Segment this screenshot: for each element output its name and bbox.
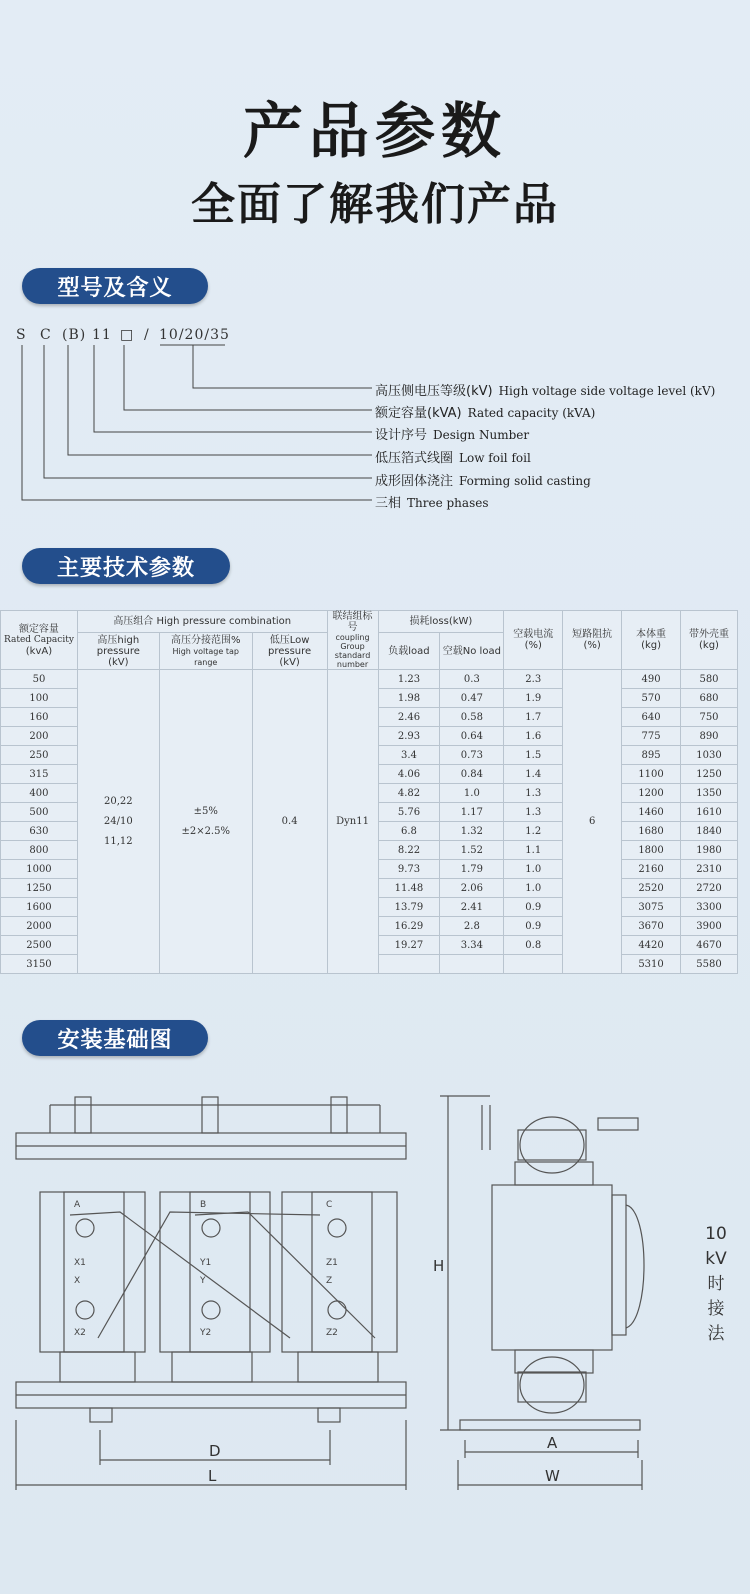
dim-a-label: A <box>547 1434 558 1452</box>
note-line-1: 10 <box>705 1224 727 1244</box>
table-cell: 1.32 <box>440 822 504 841</box>
dim-d-label: D <box>209 1442 221 1460</box>
terminal-z2: Z2 <box>326 1328 338 1338</box>
merged-hv-line: 11,12 <box>104 835 133 847</box>
table-cell: 0.3 <box>440 670 504 689</box>
legend-voltage-en: High voltage side voltage level (kV) <box>498 384 716 398</box>
th-coupling: 联结组标号 coupling Group standard number <box>327 611 378 670</box>
th-hp-combo: 高压组合 High pressure combination <box>77 611 327 633</box>
table-cell: 4420 <box>622 936 681 955</box>
table-cell: 2.3 <box>504 670 563 689</box>
table-cell: 2310 <box>681 860 738 879</box>
table-cell: 1100 <box>622 765 681 784</box>
table-cell: 1200 <box>622 784 681 803</box>
code-part-b: (B) <box>62 327 87 343</box>
table-cell: 6.8 <box>378 822 440 841</box>
table-cell: 100 <box>1 689 78 708</box>
table-cell: 1.17 <box>440 803 504 822</box>
table-cell: 1.2 <box>504 822 563 841</box>
dim-w-label: W <box>545 1467 560 1485</box>
table-cell: 11.48 <box>378 879 440 898</box>
terminal-y1: Y1 <box>200 1258 212 1268</box>
table-cell: 0.47 <box>440 689 504 708</box>
table-cell: 1030 <box>681 746 738 765</box>
table-cell: 2.93 <box>378 727 440 746</box>
table-cell: 250 <box>1 746 78 765</box>
merged-hv-line: 20,22 <box>104 795 133 807</box>
table-cell: 580 <box>681 670 738 689</box>
table-cell: 1.0 <box>504 879 563 898</box>
terminal-b: B <box>200 1200 207 1210</box>
table-cell: 1.7 <box>504 708 563 727</box>
table-cell: 13.79 <box>378 898 440 917</box>
table-cell: 1600 <box>1 898 78 917</box>
th-loss: 损耗loss(kW) <box>378 611 504 633</box>
table-cell: 0.8 <box>504 936 563 955</box>
table-cell: 775 <box>622 727 681 746</box>
table-cell: 750 <box>681 708 738 727</box>
table-cell: 1.52 <box>440 841 504 860</box>
legend-phases-cn: 三相 <box>375 496 402 511</box>
table-cell: 200 <box>1 727 78 746</box>
table-cell: 1.5 <box>504 746 563 765</box>
table-cell: 0.9 <box>504 917 563 936</box>
th-hv: 高压high pressure (kV) <box>77 633 159 670</box>
page-subtitle: 全面了解我们产品 <box>191 179 559 230</box>
note-line-3: 时 <box>707 1274 725 1294</box>
table-cell: 490 <box>622 670 681 689</box>
table-cell: 8.22 <box>378 841 440 860</box>
table-cell: 2160 <box>622 860 681 879</box>
table-cell: 500 <box>1 803 78 822</box>
section-install-label: 安装基础图 <box>22 1020 208 1056</box>
th-current: 空载电流 (%) <box>504 611 563 670</box>
legend-design-cn: 设计序号 <box>375 428 428 443</box>
table-cell: 1.0 <box>440 784 504 803</box>
table-cell: 800 <box>1 841 78 860</box>
table-cell: 895 <box>622 746 681 765</box>
code-part-11: 11 <box>92 327 112 343</box>
page-title: 产品参数 <box>243 97 507 167</box>
table-cell: 3670 <box>622 917 681 936</box>
table-cell: 1610 <box>681 803 738 822</box>
table-cell: 0.58 <box>440 708 504 727</box>
table-cell: 1680 <box>622 822 681 841</box>
table-cell: 1.1 <box>504 841 563 860</box>
table-cell: 2.41 <box>440 898 504 917</box>
code-part-slash: / <box>144 327 150 343</box>
table-cell: 1.6 <box>504 727 563 746</box>
table-cell: 2000 <box>1 917 78 936</box>
note-line-4: 接 <box>707 1299 725 1319</box>
table-cell: 5310 <box>622 955 681 974</box>
table-cell: 2720 <box>681 879 738 898</box>
legend-foil-cn: 低压箔式线圈 <box>375 451 454 466</box>
table-cell: 5580 <box>681 955 738 974</box>
table-cell: 0.84 <box>440 765 504 784</box>
table-cell: 0.73 <box>440 746 504 765</box>
table-cell: 3150 <box>1 955 78 974</box>
table-cell: 4.82 <box>378 784 440 803</box>
table-cell: 4.06 <box>378 765 440 784</box>
th-weight: 本体重 (kg) <box>622 611 681 670</box>
th-capacity: 额定容量 Rated Capacity (kvA) <box>1 611 78 670</box>
merged-tap-line: ±5% <box>193 805 218 817</box>
terminal-z1: Z1 <box>326 1258 338 1268</box>
th-weight-shell: 带外壳重 (kg) <box>681 611 738 670</box>
table-cell: 50 <box>1 670 78 689</box>
table-cell: 3075 <box>622 898 681 917</box>
table-cell: 160 <box>1 708 78 727</box>
table-cell: 315 <box>1 765 78 784</box>
table-cell: 16.29 <box>378 917 440 936</box>
table-cell: 2.8 <box>440 917 504 936</box>
terminal-x: X <box>74 1276 81 1286</box>
legend-capacity-cn: 额定容量(kVA) <box>375 406 462 421</box>
table-cell: 1.0 <box>504 860 563 879</box>
table-cell: 2500 <box>1 936 78 955</box>
table-cell: 1.9 <box>504 689 563 708</box>
merged-impedance: 6 <box>563 670 622 974</box>
terminal-x1: X1 <box>74 1258 86 1268</box>
section-model-label: 型号及含义 <box>22 268 208 304</box>
section-params-label: 主要技术参数 <box>22 548 230 584</box>
table-cell: 1460 <box>622 803 681 822</box>
code-part-voltage: 10/20/35 <box>159 327 230 343</box>
table-cell: 4670 <box>681 936 738 955</box>
legend-phases-en: Three phases <box>407 496 489 510</box>
table-cell: 1350 <box>681 784 738 803</box>
table-cell: 19.27 <box>378 936 440 955</box>
table-cell: 1800 <box>622 841 681 860</box>
dim-l-label: L <box>208 1467 217 1485</box>
table-cell: 630 <box>1 822 78 841</box>
merged-coupling: Dyn11 <box>327 670 378 974</box>
terminal-c: C <box>326 1200 333 1210</box>
legend-design-en: Design Number <box>433 428 530 442</box>
table-cell: 1.3 <box>504 803 563 822</box>
table-cell: 1.23 <box>378 670 440 689</box>
table-cell: 3300 <box>681 898 738 917</box>
dim-h-label: H <box>433 1257 445 1275</box>
terminal-y: Y <box>200 1276 206 1286</box>
th-load: 负载load <box>378 633 440 670</box>
note-line-2: kV <box>705 1249 727 1269</box>
table-cell: 1.4 <box>504 765 563 784</box>
terminal-y2: Y2 <box>200 1328 212 1338</box>
table-cell: 3.34 <box>440 936 504 955</box>
table-cell: 2.06 <box>440 879 504 898</box>
table-cell: 1.79 <box>440 860 504 879</box>
legend-casting-en: Forming solid casting <box>459 474 591 488</box>
note-line-5: 法 <box>707 1324 725 1344</box>
table-cell: 1000 <box>1 860 78 879</box>
table-cell: 9.73 <box>378 860 440 879</box>
legend-voltage-cn: 高压侧电压等级(kV) <box>375 384 493 399</box>
table-cell: 1250 <box>681 765 738 784</box>
table-cell: 1980 <box>681 841 738 860</box>
table-cell: 400 <box>1 784 78 803</box>
th-lv: 低压Low pressure (kV) <box>252 633 327 670</box>
table-cell: 640 <box>622 708 681 727</box>
table-cell: 890 <box>681 727 738 746</box>
table-cell: 3.4 <box>378 746 440 765</box>
table-cell: 1250 <box>1 879 78 898</box>
table-cell: 3900 <box>681 917 738 936</box>
th-impedance: 短路阻抗 (%) <box>563 611 622 670</box>
table-cell: 0.9 <box>504 898 563 917</box>
table-cell: 5.76 <box>378 803 440 822</box>
code-part-c: C <box>40 327 52 343</box>
table-cell: 1840 <box>681 822 738 841</box>
terminal-a: A <box>74 1200 81 1210</box>
legend-foil-en: Low foil foil <box>459 451 531 465</box>
code-part-box: □ <box>120 327 135 343</box>
table-cell: 570 <box>622 689 681 708</box>
table-cell: 1.98 <box>378 689 440 708</box>
th-noload: 空载No load <box>440 633 504 670</box>
merged-tap-line: ±2×2.5% <box>181 825 230 837</box>
table-cell: 680 <box>681 689 738 708</box>
terminal-z: Z <box>326 1276 333 1286</box>
table-cell: 2520 <box>622 879 681 898</box>
code-part-s: S <box>16 327 27 343</box>
table-cell: 1.3 <box>504 784 563 803</box>
legend-capacity-en: Rated capacity (kVA) <box>467 406 596 420</box>
th-tap: 高压分接范围% High voltage tap range <box>159 633 252 670</box>
wiring-note <box>704 1222 728 1347</box>
legend-casting-cn: 成形固体浇注 <box>375 474 454 489</box>
merged-lv: 0.4 <box>252 670 327 974</box>
terminal-x2: X2 <box>74 1328 86 1338</box>
table-cell: 2.46 <box>378 708 440 727</box>
merged-hv-line: 24/10 <box>103 815 133 827</box>
table-cell: 0.64 <box>440 727 504 746</box>
